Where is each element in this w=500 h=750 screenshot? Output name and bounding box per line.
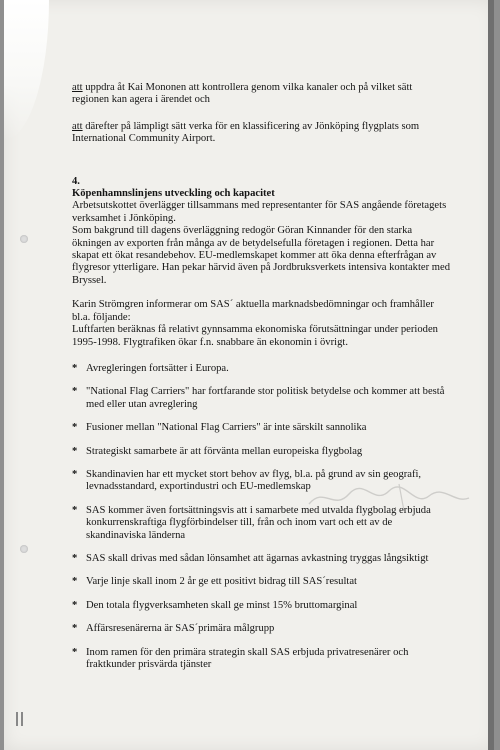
- bullet-star-icon: *: [72, 468, 78, 480]
- section-title: Köpenhamnslinjens utveckling och kapacitet: [72, 188, 275, 200]
- paragraph-att-2: [72, 121, 450, 146]
- folded-corner: [4, 0, 49, 140]
- list-item: * Fusioner mellan "National Flag Carriers" är inte särskilt sannolika: [72, 422, 367, 434]
- att-underlined: att: [72, 82, 83, 93]
- list-item: * Inom ramen för den primära strategin skall SAS erbjuda privatresenärer och fraktkunder prisvärda tjänster: [72, 646, 409, 670]
- bullet-star-icon: *: [72, 552, 78, 564]
- list-item: * Skandinavien har ett mycket stort behov av flyg, bl.a. på grund av sin geografi, levnadsstandard, exportindustri och EU-medlemskap: [72, 468, 422, 493]
- document-body: [72, 82, 450, 682]
- list-item: * Strategiskt samarbete är att förvänta mellan europeiska flygbolag: [72, 445, 363, 457]
- punch-hole: [20, 545, 28, 553]
- list-item: * Avregleringen fortsätter i Europa.: [72, 362, 229, 374]
- page-edge-shadow: [488, 0, 494, 750]
- list-item: * Varje linje skall inom 2 år ge ett positivt bidrag till SAS´resultat: [72, 576, 357, 588]
- section-text-4: Luftfarten beräknas få relativt gynnsamma ekonomiska förutsättningar under perioden 1995-1998. Flygtrafiken ökar f.n. snabbare än ekonomin i övrigt.: [72, 324, 438, 348]
- punch-hole: [20, 235, 28, 243]
- document-page: [4, 0, 494, 750]
- paragraph-text: uppdra åt Kai Mononen att kontrollera genom vilka kanaler och på vilket sätt regionen kan agera i ärendet och: [72, 82, 413, 106]
- att-underlined: att: [72, 120, 83, 132]
- bullet-star-icon: *: [72, 445, 78, 457]
- section-number: 4.: [72, 175, 80, 187]
- bullet-star-icon: *: [72, 504, 78, 516]
- section-text-1: Arbetsutskottet överlägger tillsammans med representanter för SAS angående företagets verksamhet i Jönköping.: [72, 200, 447, 224]
- list-item: * SAS skall drivas med sådan lönsamhet att ägarnas avkastning tryggas långsiktigt: [72, 552, 429, 564]
- paragraph-text: därefter på lämpligt sätt verka för en klassificering av Jönköping flygplats som International Community Airport.: [72, 120, 420, 145]
- bullet-star-icon: *: [72, 576, 78, 588]
- list-item: * Affärsresenärerna är SAS´primära målgrupp: [72, 623, 275, 635]
- bullet-star-icon: *: [72, 362, 78, 374]
- bullet-star-icon: *: [72, 646, 78, 658]
- bullet-star-icon: *: [72, 599, 78, 611]
- bullet-star-icon: *: [72, 623, 78, 635]
- list-item: * Den totala flygverksamheten skall ge minst 15% bruttomarginal: [72, 599, 358, 611]
- section-text-2: Som bakgrund till dagens överläggning redogör Göran Kinnander för den starka ökningen av exporten från många av de betydelsefulla företagen i regionen. Detta har skapat ett ökat resandebehov. EU-medlemskapet kommer att öka denna efterfrågan av flygresor ytterligare. Han pekar härvid även på Jordbruksverkets intensiva kontakter med Bryssel.: [72, 225, 451, 286]
- section-text-3: Karin Strömgren informerar om SAS´ aktuella marknadsbedömningar och framhåller bl.a. följande:: [72, 299, 434, 323]
- list-item: * "National Flag Carriers" har fortfarande stor politisk betydelse och kommer att bestå med eller utan avreglering: [72, 386, 445, 410]
- paragraph-att-1: [72, 82, 450, 107]
- binding-mark: [21, 712, 23, 726]
- bullet-list: [72, 363, 450, 672]
- bullet-star-icon: *: [72, 386, 78, 398]
- list-item: * SAS kommer även fortsättningsvis att i samarbete med utvalda flygbolag erbjuda konkurrenskraftiga flygförbindelser till, från och inom vart och ett av de skandinaviska länderna: [72, 504, 431, 541]
- bullet-star-icon: *: [72, 422, 78, 434]
- binding-mark: [16, 712, 18, 726]
